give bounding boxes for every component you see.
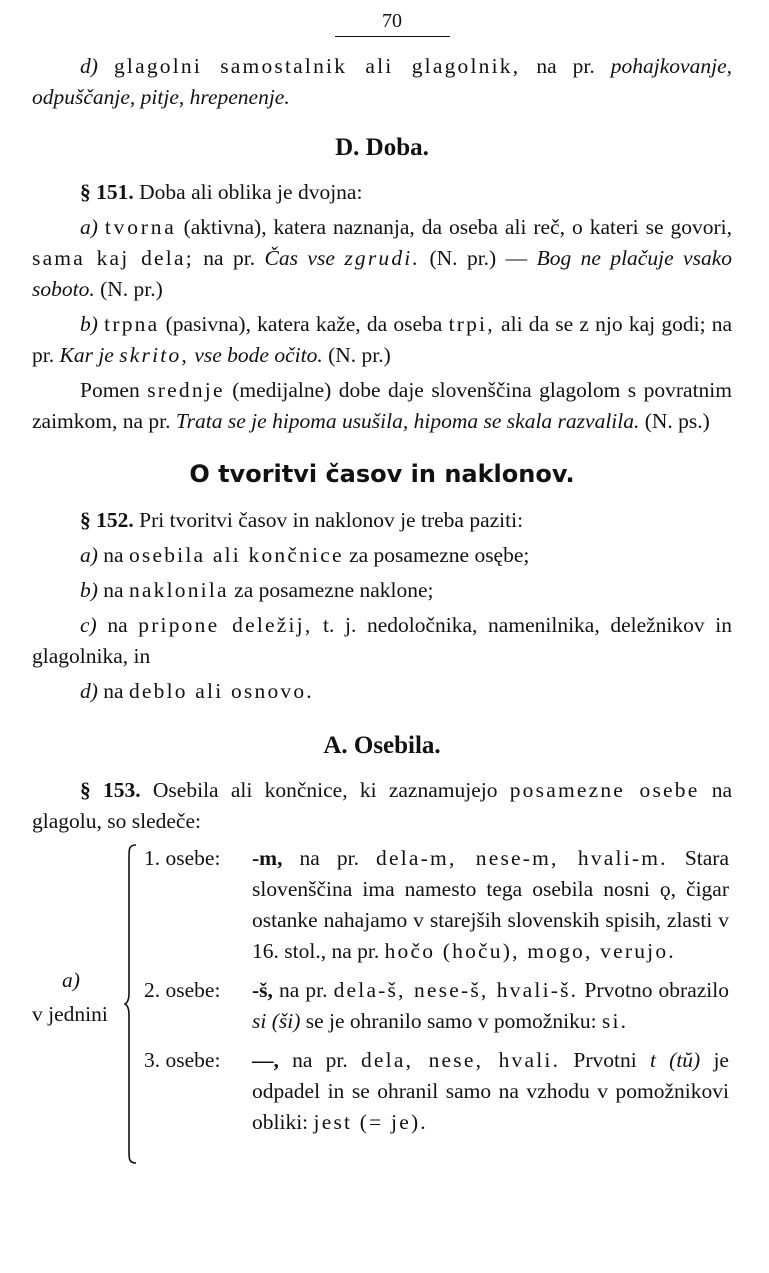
spaced-term: deblo ali osnovo. <box>128 679 314 703</box>
curly-brace-icon <box>124 843 138 1165</box>
side-label: v jednini <box>32 1002 108 1026</box>
example: Bog ne plačuje vsako soboto. <box>32 246 732 301</box>
text: za posamezne osębe; <box>349 543 530 567</box>
spaced-word: srednje <box>147 378 225 402</box>
page <box>32 8 732 1173</box>
item-label: a) <box>80 543 98 567</box>
paragraph-glagolnik <box>32 51 732 113</box>
text: na pr. <box>203 246 256 270</box>
text: na pr. <box>292 1048 348 1072</box>
entry-label: 1. osebe: <box>144 846 221 870</box>
text: t. j. nedoločnika, namenilnika, deležnikov in glagolnika, in <box>32 613 732 668</box>
entry-text <box>252 843 729 967</box>
spaced-term: naklonila <box>128 578 229 602</box>
ending: -š, <box>252 978 273 1002</box>
item-label: d) <box>80 679 98 703</box>
text: se je ohranilo samo v pomožniku: <box>305 1009 597 1033</box>
item-label: a) <box>80 215 98 239</box>
list-item <box>32 610 732 672</box>
entry-1st-person <box>144 843 729 967</box>
side-label-letter: a) <box>62 968 80 992</box>
text: Osebila ali končnice, ki zaznamujejo <box>152 778 498 802</box>
text: Stara slovenščina ima namesto tega osebila nosni ǫ, čigar ostanke nahajamo v starejših slovenskih spisih, zlasti v 16. stol., na pr. <box>252 846 729 963</box>
item-label: d) <box>80 54 98 78</box>
item-label: b) <box>80 578 98 602</box>
example: Kar je <box>59 343 114 367</box>
text: na <box>107 613 128 637</box>
ending: —, <box>252 1048 279 1072</box>
example: Trata se je hipoma usušila, hipoma se skala razvalila. <box>175 409 640 433</box>
example: dela-š, nese-š, hvali-š. <box>333 978 579 1002</box>
text: (N. pr.) <box>100 277 163 301</box>
paragraph-151-a <box>32 212 732 305</box>
entry-label: 2. osebe: <box>144 978 221 1002</box>
spaced-term: osebila ali končnice <box>128 543 344 567</box>
text: (N. ps.) <box>644 409 710 433</box>
entry-3rd-person <box>144 1045 729 1138</box>
list-item <box>32 676 732 707</box>
example: si. <box>601 1009 629 1033</box>
spaced-phrase: posamezne osebe <box>509 778 700 802</box>
heading-doba: D. Doba. <box>335 134 429 161</box>
example: t (tŭ) <box>649 1048 701 1072</box>
example: dela, nese, hvali. <box>360 1048 561 1072</box>
text: (N. pr.) <box>328 343 391 367</box>
item-label: b) <box>80 312 98 336</box>
text: na pr. <box>279 978 328 1002</box>
spaced-phrase: sama kaj dela; <box>32 246 194 270</box>
example: vse bode očito. <box>194 343 323 367</box>
text: za posamezne naklone; <box>234 578 434 602</box>
paragraph-152 <box>32 505 732 536</box>
spaced-word: trpi, <box>448 312 495 336</box>
text: (N. pr.) — <box>429 246 528 270</box>
spaced-term: glagolni samostalnik ali glagolnik, <box>113 54 521 78</box>
text: Doba ali oblika je dvojna: <box>139 180 363 204</box>
text: na <box>103 578 124 602</box>
item-label: c) <box>80 613 97 637</box>
example: jest (= je). <box>313 1110 428 1134</box>
text: na pr. <box>536 54 595 78</box>
example: Čas vse <box>264 246 335 270</box>
paragraph-153 <box>32 775 732 837</box>
heading-osebila: A. Osebila. <box>323 732 441 759</box>
example: dela-m, nese-m, hvali-m. <box>376 846 668 870</box>
text: Prvotni <box>573 1048 637 1072</box>
spaced-term: pripone deležij, <box>138 613 313 637</box>
text: ali da se z njo kaj godi; na pr. <box>32 312 733 367</box>
ending: -m, <box>252 846 283 870</box>
text: Pomen <box>80 378 140 402</box>
section-number: § 153. <box>80 778 141 802</box>
example-spaced: skrito, <box>119 343 189 367</box>
spaced-term: tvorna <box>104 215 177 239</box>
text: je odpadel in se ohranil samo na vzhodu v pomožnikovi obliki: <box>252 1048 729 1134</box>
text: na pr. <box>299 846 359 870</box>
example: si (ši) <box>252 1009 301 1033</box>
text: Pri tvoritvi časov in naklonov je treba paziti: <box>139 508 524 532</box>
entry-text <box>252 1045 729 1138</box>
list-item <box>32 575 732 606</box>
page-number-rule <box>335 36 450 37</box>
text: na <box>103 679 124 703</box>
paragraph-151 <box>32 177 732 208</box>
examples: pohajkovanje, odpuščanje, pitje, hrepenenje. <box>32 54 732 109</box>
paragraph-151-b <box>32 309 732 371</box>
example: hočo (hoču), mogo, verujo. <box>384 939 676 963</box>
entry-text <box>252 975 729 1037</box>
text: na <box>103 543 124 567</box>
singular-endings-block <box>32 843 732 1173</box>
list-item <box>32 540 732 571</box>
entries <box>144 843 729 1146</box>
paragraph-151-medial <box>32 375 732 437</box>
example-spaced: zgrudi. <box>344 246 421 270</box>
text: Prvotno obrazilo <box>584 978 729 1002</box>
entry-2nd-person <box>144 975 729 1037</box>
text: na glagolu, so sledeče: <box>32 778 733 833</box>
section-number: § 152. <box>80 508 134 532</box>
text: (medijalne) dobe daje slovenščina glagolom s povratnim zaimkom, na pr. <box>32 378 733 433</box>
text: (pasivna), katera kaže, da oseba <box>165 312 443 336</box>
text: (aktivna), katera naznanja, da oseba ali reč, o kateri se govori, <box>183 215 732 239</box>
section-number: § 151. <box>80 180 134 204</box>
page-number: 70 <box>382 10 402 32</box>
spaced-term: trpna <box>104 312 160 336</box>
entry-label: 3. osebe: <box>144 1048 221 1072</box>
heading-tvoritvi: O tvoritvi časov in naklonov. <box>189 460 575 488</box>
